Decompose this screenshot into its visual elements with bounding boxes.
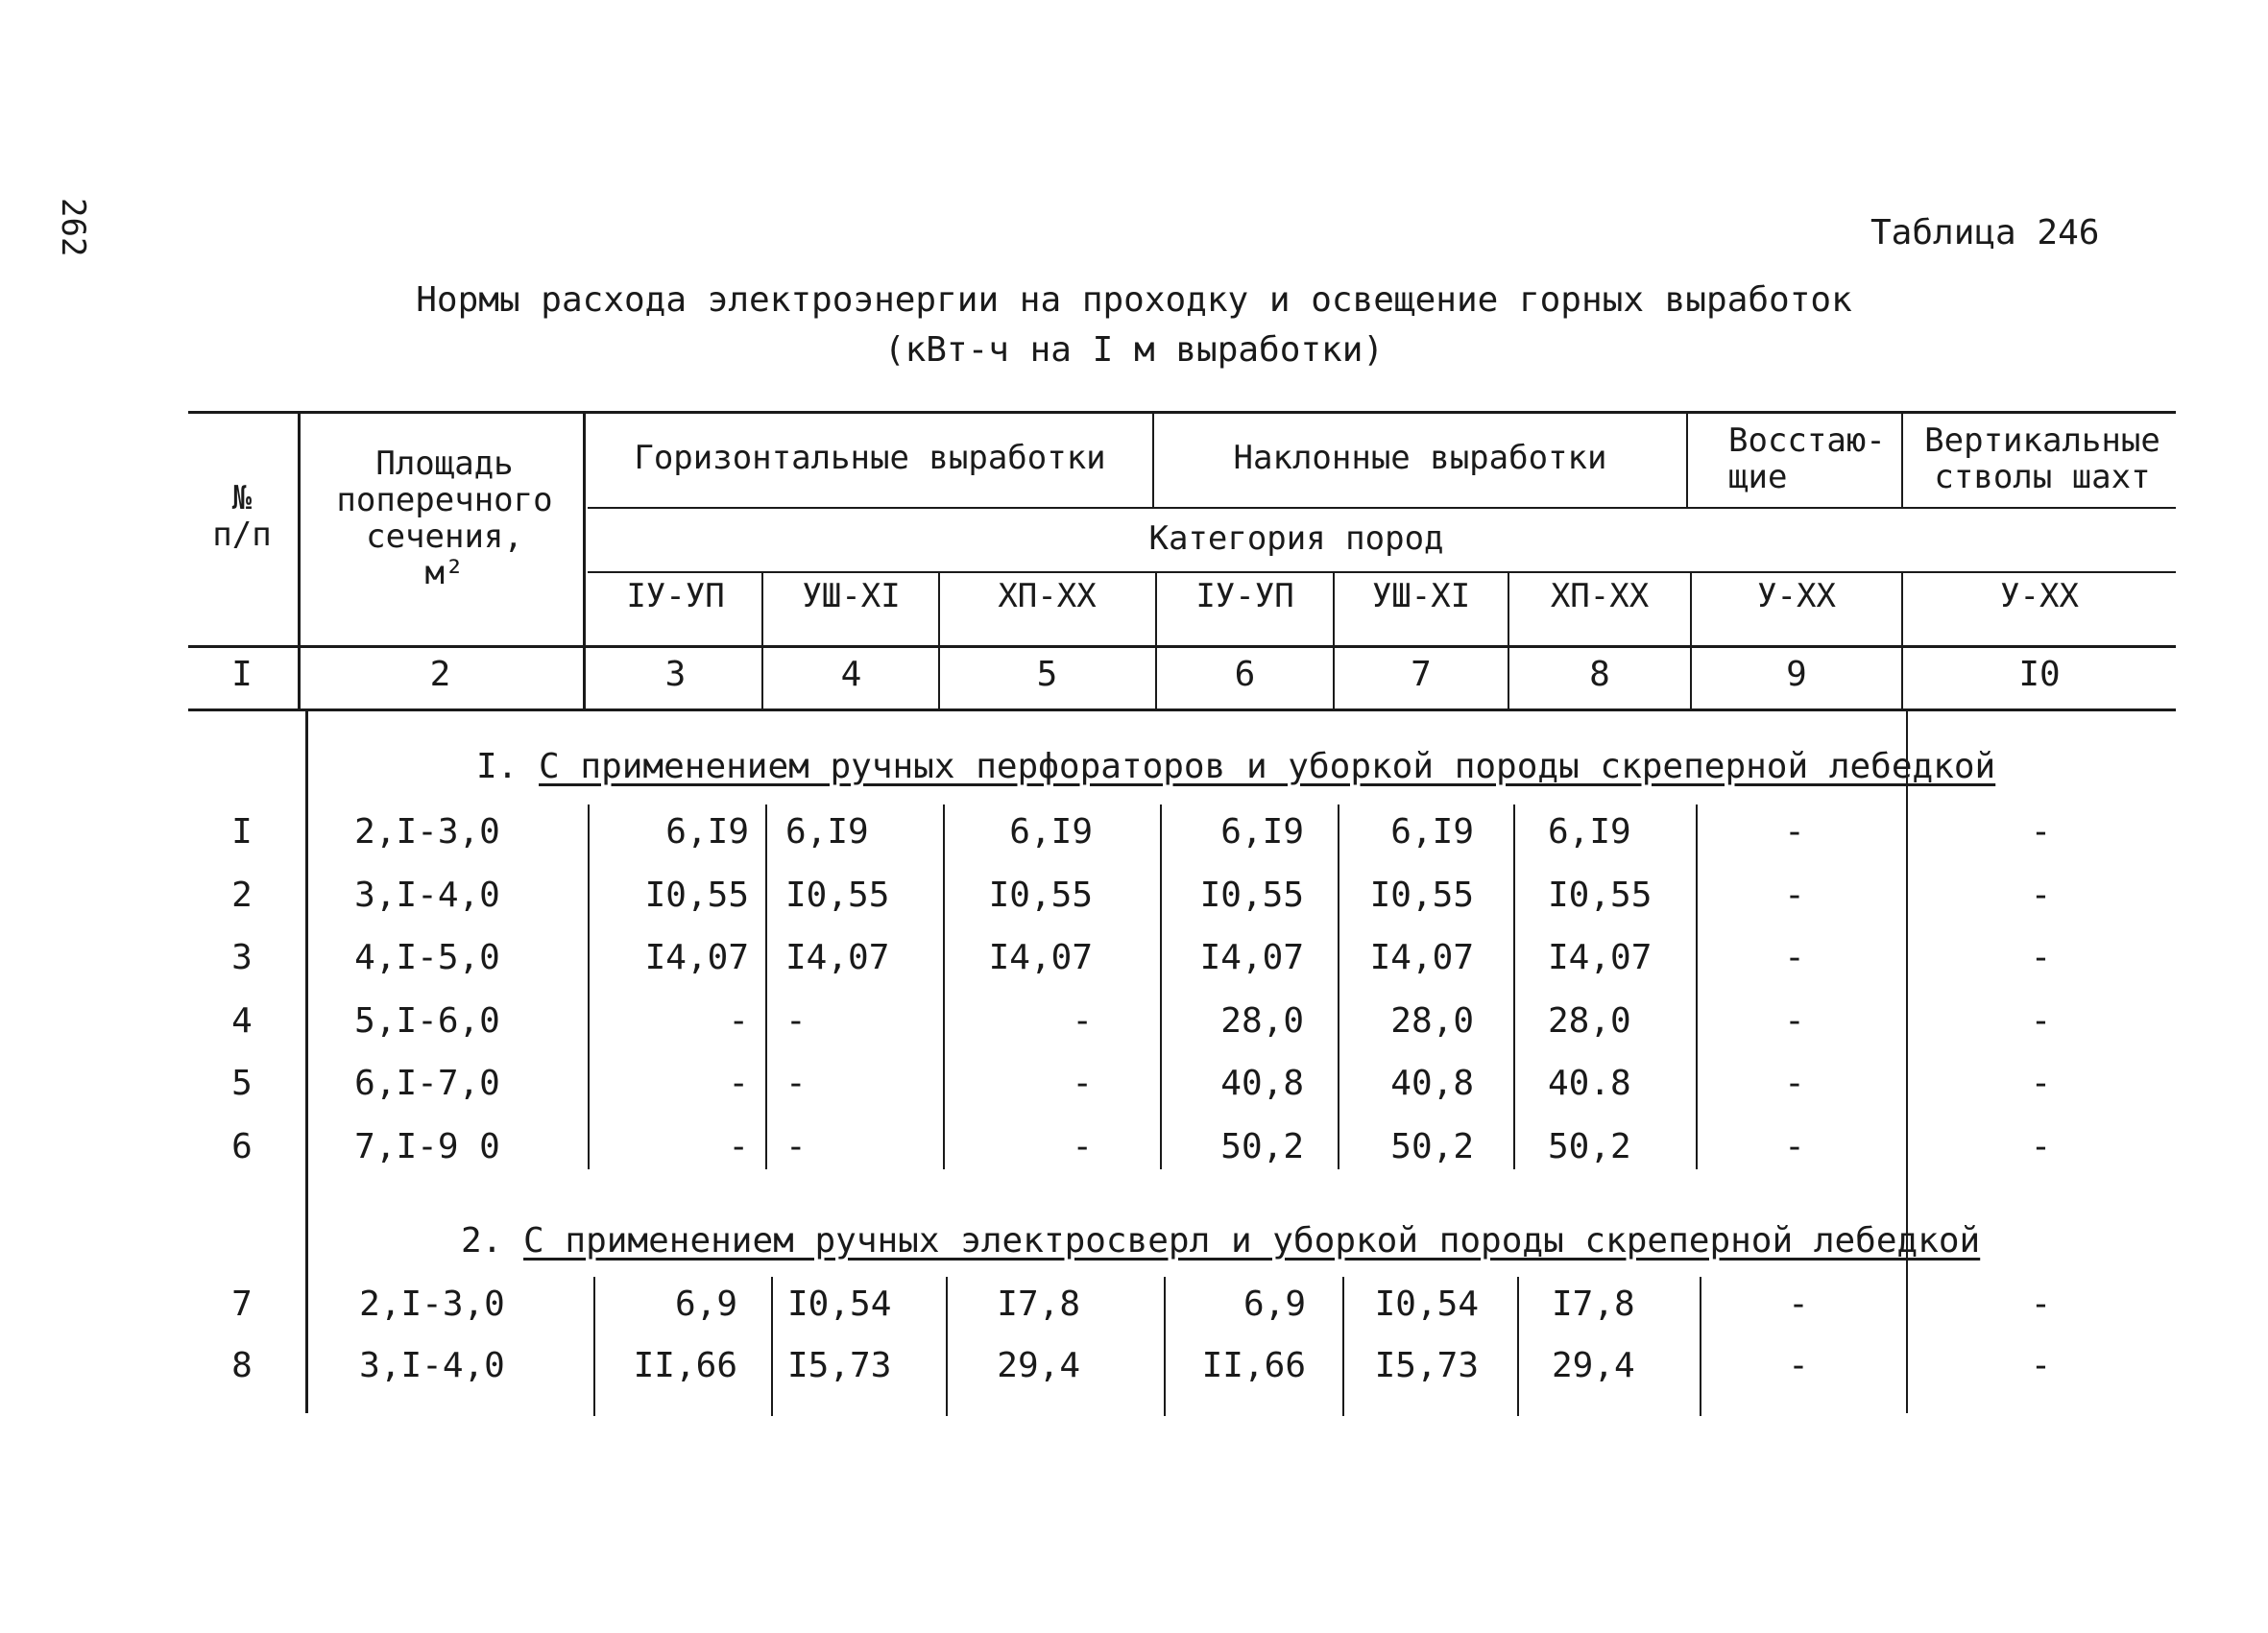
table-cell: - xyxy=(1072,1064,1093,1103)
table-cell: 50,2 xyxy=(1548,1126,1631,1166)
table-cell: - xyxy=(785,1000,807,1041)
rule-header-3 xyxy=(188,645,2176,648)
table-cell: I0,55 xyxy=(644,875,749,915)
table-cell: - xyxy=(2030,1285,2052,1324)
colnum-1: I xyxy=(231,655,253,694)
header-rock-category: Категория пород xyxy=(1148,519,1444,558)
header-cat-2: УШ-XI xyxy=(802,577,901,615)
table-cell: I4,07 xyxy=(1369,938,1474,977)
table-cell: 29,4 xyxy=(997,1346,1080,1385)
colnum-6: 6 xyxy=(1234,655,1256,694)
table-cell: - xyxy=(2030,875,2052,915)
table-cell: 6,I9 xyxy=(785,812,869,852)
table-cell: - xyxy=(1072,1126,1093,1166)
table-cell: 50,2 xyxy=(1390,1126,1474,1166)
table-cell: I xyxy=(231,812,253,852)
header-cat-6: ХП-ХХ xyxy=(1550,577,1650,615)
section-1-text: С применением ручных перфораторов и уборкой породы скреперной лебедкой xyxy=(539,747,1996,786)
header-cat-5: УШ-XI xyxy=(1371,577,1471,615)
header-cat-4: IУ-УП xyxy=(1195,577,1294,615)
table-cell: - xyxy=(728,1064,749,1103)
header-inclined: Наклонные выработки xyxy=(1233,439,1607,477)
table-cell: I4,07 xyxy=(988,938,1093,977)
section-2-heading xyxy=(461,1221,1980,1261)
table-cell: - xyxy=(785,1064,807,1103)
vline-body2-3 xyxy=(771,1277,773,1416)
table-cell: - xyxy=(2030,1126,2052,1166)
table-cell: 2,I-3,0 xyxy=(354,812,500,852)
table-cell: 3 xyxy=(231,938,253,977)
table-cell: - xyxy=(1784,1000,1805,1041)
table-cell: I0,55 xyxy=(1199,875,1304,915)
section-2-text: С применением ручных электросверл и уборкой породы скреперной лебедкой xyxy=(523,1221,1981,1261)
page-number: 262 xyxy=(54,198,92,257)
vline-body2-7 xyxy=(1517,1277,1519,1416)
colnum-4: 4 xyxy=(840,655,862,694)
table-cell: 5,I-6,0 xyxy=(354,1000,500,1041)
section-1-number: I. xyxy=(476,747,519,786)
table-cell: 29,4 xyxy=(1552,1346,1635,1385)
header-cat-3: ХП-ХХ xyxy=(998,577,1097,615)
table-cell: - xyxy=(785,1126,807,1166)
colnum-9: 9 xyxy=(1786,655,1807,694)
rule-header-1 xyxy=(588,507,2176,509)
vline-body-4 xyxy=(943,804,945,1169)
table-cell: 6,I-7,0 xyxy=(354,1064,500,1103)
table-cell: I0,54 xyxy=(1374,1285,1479,1324)
colnum-2: 2 xyxy=(429,655,451,694)
table-cell: I4,07 xyxy=(785,938,890,977)
table-cell: 28,0 xyxy=(1548,1000,1631,1041)
table-cell: - xyxy=(1788,1346,1809,1385)
table-cell: 4,I-5,0 xyxy=(354,938,500,977)
colnum-7: 7 xyxy=(1411,655,1432,694)
rule-top xyxy=(188,411,2176,414)
table-cell: 6 xyxy=(231,1126,253,1166)
table-cell: I0,55 xyxy=(988,875,1093,915)
vline-header-4 xyxy=(1686,411,1688,507)
table-cell: - xyxy=(728,1126,749,1166)
table-cell: - xyxy=(1784,812,1805,852)
table-cell: - xyxy=(1788,1285,1809,1324)
table-cell: - xyxy=(1784,875,1805,915)
header-horizontal: Горизонтальные выработки xyxy=(634,439,1106,477)
header-cat-8: У-ХХ xyxy=(2000,577,2079,615)
table-cell: - xyxy=(2030,1346,2052,1385)
table-label: Таблица 246 xyxy=(1870,213,2100,252)
vline-body-2 xyxy=(588,804,590,1169)
vline-body-1 xyxy=(305,710,308,1413)
header-vertical: Вертикальные стволы шахт xyxy=(1924,421,2160,497)
section-2-number: 2. xyxy=(461,1221,503,1261)
table-title: Нормы расхода электроэнергии на проходку и освещение горных выработок xyxy=(416,280,1852,320)
table-cell: 2,I-3,0 xyxy=(359,1285,505,1324)
table-cell: I0,55 xyxy=(785,875,890,915)
table-cell: - xyxy=(1784,1126,1805,1166)
section-1-heading xyxy=(476,747,1995,786)
table-cell: I4,07 xyxy=(644,938,749,977)
table-cell: 6,I9 xyxy=(665,812,749,852)
table-cell: I7,8 xyxy=(1552,1285,1635,1324)
table-cell: I7,8 xyxy=(997,1285,1080,1324)
table-cell: 6,I9 xyxy=(1009,812,1093,852)
vline-body-3 xyxy=(765,804,767,1169)
table-cell: 40.8 xyxy=(1548,1064,1631,1103)
colnum-8: 8 xyxy=(1589,655,1610,694)
table-cell: - xyxy=(2030,1064,2052,1103)
table-cell: I0,54 xyxy=(787,1285,892,1324)
table-cell: 40,8 xyxy=(1390,1064,1474,1103)
vline-body-6 xyxy=(1338,804,1339,1169)
table-cell: I5,73 xyxy=(1374,1346,1479,1385)
table-cell: - xyxy=(2030,1000,2052,1041)
table-cell: II,66 xyxy=(1201,1346,1306,1385)
table-cell: I4,07 xyxy=(1548,938,1653,977)
table-cell: I4,07 xyxy=(1199,938,1304,977)
table-cell: 3,I-4,0 xyxy=(354,875,500,915)
table-cell: - xyxy=(1784,1064,1805,1103)
table-subtitle: (кВт-ч на I м выработки) xyxy=(883,330,1385,370)
vline-body-8 xyxy=(1696,804,1698,1169)
table-cell: 6,I9 xyxy=(1548,812,1631,852)
table-cell: - xyxy=(2030,812,2052,852)
table-cell: - xyxy=(728,1000,749,1041)
table-cell: 50,2 xyxy=(1220,1126,1304,1166)
table-cell: 8 xyxy=(231,1346,253,1385)
header-raises: Восстаю- щие xyxy=(1728,421,1886,497)
table-cell: - xyxy=(1784,938,1805,977)
vline-body-5 xyxy=(1160,804,1162,1169)
table-cell: 4 xyxy=(231,1000,253,1041)
header-num: № п/п xyxy=(212,479,272,555)
table-cell: 2 xyxy=(231,875,253,915)
table-cell: 3,I-4,0 xyxy=(359,1346,505,1385)
table-cell: I0,55 xyxy=(1369,875,1474,915)
table-cell: - xyxy=(1072,1000,1093,1041)
table-cell: 6,I9 xyxy=(1220,812,1304,852)
table-cell: 40,8 xyxy=(1220,1064,1304,1103)
header-cat-7: У-ХХ xyxy=(1757,577,1836,615)
table-cell: 28,0 xyxy=(1220,1000,1304,1041)
table-cell: 6,9 xyxy=(674,1285,737,1324)
header-area: Площадь поперечного сечения, м² xyxy=(336,444,553,593)
rule-header-2 xyxy=(588,571,2176,573)
colnum-3: 3 xyxy=(664,655,687,694)
table-cell: 6,I9 xyxy=(1390,812,1474,852)
table-cell: 6,9 xyxy=(1243,1285,1306,1324)
table-cell: 7 xyxy=(231,1285,253,1324)
table-cell: 5 xyxy=(231,1064,253,1103)
table-cell: II,66 xyxy=(633,1346,737,1385)
header-cat-1: IУ-УП xyxy=(626,577,725,615)
table-cell: - xyxy=(2030,938,2052,977)
colnum-10: I0 xyxy=(2018,655,2061,694)
colnum-5: 5 xyxy=(1036,655,1058,694)
table-cell: 28,0 xyxy=(1390,1000,1474,1041)
table-cell: I5,73 xyxy=(787,1346,892,1385)
vline-body-7 xyxy=(1513,804,1515,1169)
table-cell: I0,55 xyxy=(1548,875,1653,915)
rule-header-bottom xyxy=(188,708,2176,711)
table-cell: 7,I-9 0 xyxy=(354,1126,500,1166)
